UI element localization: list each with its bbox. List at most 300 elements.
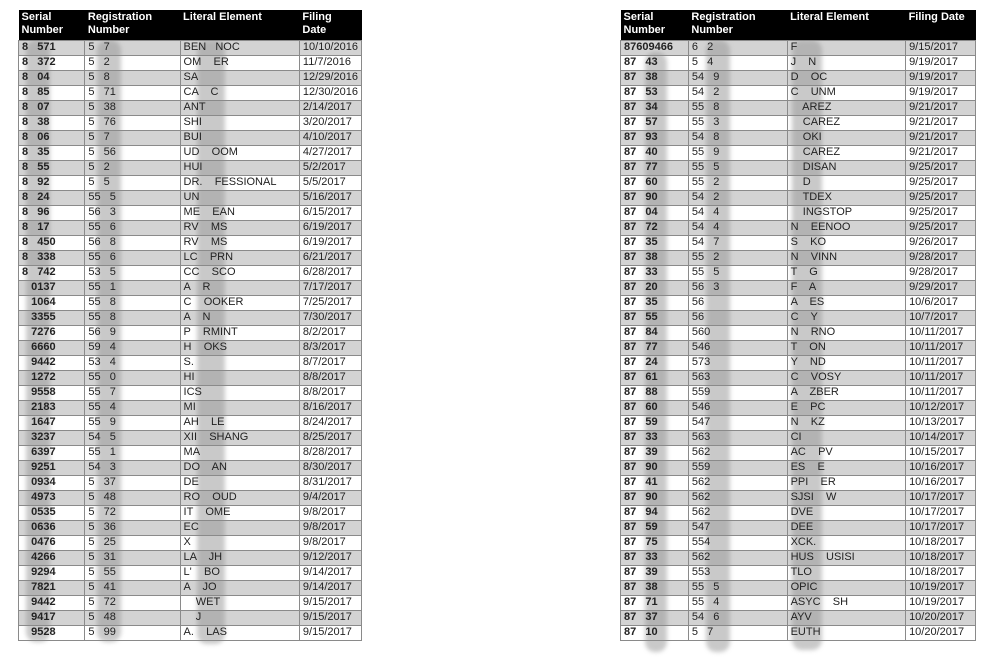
serial-number-cell: 8 372	[19, 55, 85, 70]
table-row	[621, 415, 976, 430]
filing-date-cell: 9/8/2017	[299, 505, 361, 520]
table-row	[19, 160, 362, 175]
table-row	[19, 490, 362, 505]
registration-number-cell: 55 1	[85, 280, 180, 295]
literal-element-cell: UD OOM	[180, 145, 299, 160]
table-row	[19, 460, 362, 475]
filing-date-cell: 9/19/2017	[906, 55, 976, 70]
serial-number-cell: 87 75	[621, 535, 689, 550]
literal-element-cell: HUI	[180, 160, 299, 175]
registration-number-cell: 54 2	[688, 85, 787, 100]
header-literal-element: Literal Element	[787, 10, 906, 40]
filing-date-cell: 2/14/2017	[299, 100, 361, 115]
table-row	[621, 430, 976, 445]
registration-number-cell: 56 3	[688, 280, 787, 295]
table-row	[621, 400, 976, 415]
literal-element-cell: AYV	[787, 610, 906, 625]
literal-element-cell: ANT	[180, 100, 299, 115]
table-row	[19, 145, 362, 160]
table-row	[19, 55, 362, 70]
serial-number-cell: 2183	[19, 400, 85, 415]
filing-date-cell: 12/30/2016	[299, 85, 361, 100]
filing-date-cell: 8/3/2017	[299, 340, 361, 355]
table-header	[19, 10, 362, 40]
table-row	[621, 205, 976, 220]
registration-number-cell: 55 5	[85, 190, 180, 205]
filing-date-cell: 10/18/2017	[906, 550, 976, 565]
filing-date-cell: 9/25/2017	[906, 175, 976, 190]
registration-number-cell: 5 5	[85, 175, 180, 190]
filing-date-cell: 10/18/2017	[906, 565, 976, 580]
filing-date-cell: 9/21/2017	[906, 100, 976, 115]
filing-date-cell: 7/30/2017	[299, 310, 361, 325]
filing-date-cell: 9/4/2017	[299, 490, 361, 505]
literal-element-cell: S.	[180, 355, 299, 370]
table-row	[621, 355, 976, 370]
literal-element-cell: C VOSY	[787, 370, 906, 385]
literal-element-cell: RV MS	[180, 235, 299, 250]
table-row	[621, 550, 976, 565]
filing-date-cell: 10/13/2017	[906, 415, 976, 430]
literal-element-cell: T G	[787, 265, 906, 280]
serial-number-cell: 3355	[19, 310, 85, 325]
literal-element-cell: A N	[180, 310, 299, 325]
filing-date-cell: 9/25/2017	[906, 205, 976, 220]
registration-number-cell: 546	[688, 400, 787, 415]
literal-element-cell: TDEX	[787, 190, 906, 205]
serial-number-cell: 6397	[19, 445, 85, 460]
table-row	[19, 40, 362, 55]
serial-number-cell: 9251	[19, 460, 85, 475]
serial-number-cell: 8 38	[19, 115, 85, 130]
literal-element-cell: XCK.	[787, 535, 906, 550]
table-row	[621, 55, 976, 70]
registration-number-cell: 55 5	[688, 160, 787, 175]
table-row	[621, 280, 976, 295]
registration-number-cell: 55 5	[688, 580, 787, 595]
literal-element-cell: INGSTOP	[787, 205, 906, 220]
filing-date-cell: 9/21/2017	[906, 115, 976, 130]
serial-number-cell: 8 07	[19, 100, 85, 115]
table-row	[621, 610, 976, 625]
table-row	[621, 460, 976, 475]
literal-element-cell: BUI	[180, 130, 299, 145]
serial-number-cell: 87 90	[621, 460, 689, 475]
serial-number-cell: 87 35	[621, 235, 689, 250]
registration-number-cell: 54 9	[688, 70, 787, 85]
registration-number-cell: 54 4	[688, 205, 787, 220]
serial-number-cell: 7276	[19, 325, 85, 340]
filing-date-cell: 6/19/2017	[299, 220, 361, 235]
table-row	[19, 130, 362, 145]
filing-date-cell: 7/25/2017	[299, 295, 361, 310]
literal-element-cell: CAREZ	[787, 145, 906, 160]
table-row	[621, 145, 976, 160]
table-row	[19, 310, 362, 325]
literal-element-cell: RV MS	[180, 220, 299, 235]
table-row	[19, 595, 362, 610]
table-row	[19, 295, 362, 310]
table-row	[19, 85, 362, 100]
filing-date-cell: 9/29/2017	[906, 280, 976, 295]
literal-element-cell: MA	[180, 445, 299, 460]
table-row	[621, 475, 976, 490]
serial-number-cell: 8 17	[19, 220, 85, 235]
literal-element-cell: AC PV	[787, 445, 906, 460]
table-row	[621, 370, 976, 385]
literal-element-cell: TLO	[787, 565, 906, 580]
serial-number-cell: 0934	[19, 475, 85, 490]
serial-number-cell: 87 34	[621, 100, 689, 115]
filing-date-cell: 8/7/2017	[299, 355, 361, 370]
registration-number-cell: 5 76	[85, 115, 180, 130]
table-row	[621, 190, 976, 205]
registration-number-cell: 546	[688, 340, 787, 355]
table-row	[621, 490, 976, 505]
registration-number-cell: 55 8	[85, 295, 180, 310]
header-registration-number: Registration Number	[85, 10, 180, 40]
filing-date-cell: 9/19/2017	[906, 70, 976, 85]
table-row	[621, 265, 976, 280]
serial-number-cell: 87 39	[621, 565, 689, 580]
literal-element-cell: UN	[180, 190, 299, 205]
serial-number-cell: 87 38	[621, 70, 689, 85]
literal-element-cell: SJSI W	[787, 490, 906, 505]
filing-date-cell: 10/11/2017	[906, 340, 976, 355]
serial-number-cell: 0535	[19, 505, 85, 520]
filing-date-cell: 8/16/2017	[299, 400, 361, 415]
literal-element-cell: DISAN	[787, 160, 906, 175]
filing-date-cell: 9/8/2017	[299, 535, 361, 550]
literal-element-cell: A. LAS	[180, 625, 299, 640]
literal-element-cell: CA C	[180, 85, 299, 100]
registration-number-cell: 5 71	[85, 85, 180, 100]
filing-date-cell: 10/7/2017	[906, 310, 976, 325]
registration-number-cell: 56 3	[85, 205, 180, 220]
filing-date-cell: 10/20/2017	[906, 610, 976, 625]
filing-date-cell: 8/24/2017	[299, 415, 361, 430]
literal-element-cell: XII SHANG	[180, 430, 299, 445]
table-row	[19, 115, 362, 130]
table-row	[19, 625, 362, 640]
serial-number-cell: 7821	[19, 580, 85, 595]
registration-number-cell: 55 2	[688, 250, 787, 265]
registration-number-cell: 56	[688, 310, 787, 325]
literal-element-cell: IT OME	[180, 505, 299, 520]
filing-date-cell: 9/14/2017	[299, 580, 361, 595]
table-row	[19, 445, 362, 460]
serial-number-cell: 87 77	[621, 160, 689, 175]
table-row	[621, 130, 976, 145]
table-row	[19, 505, 362, 520]
registration-number-cell: 5 7	[85, 40, 180, 55]
literal-element-cell: P RMINT	[180, 325, 299, 340]
registration-number-cell: 5 8	[85, 70, 180, 85]
filing-date-cell: 9/28/2017	[906, 265, 976, 280]
literal-element-cell: SHI	[180, 115, 299, 130]
literal-element-cell: CAREZ	[787, 115, 906, 130]
serial-number-cell: 87 57	[621, 115, 689, 130]
registration-number-cell: 562	[688, 490, 787, 505]
literal-element-cell: DEE	[787, 520, 906, 535]
literal-element-cell: A ES	[787, 295, 906, 310]
registration-number-cell: 5 48	[85, 610, 180, 625]
filing-date-cell: 5/2/2017	[299, 160, 361, 175]
literal-element-cell: ES E	[787, 460, 906, 475]
filing-date-cell: 11/7/2016	[299, 55, 361, 70]
filing-date-cell: 5/16/2017	[299, 190, 361, 205]
registration-number-cell: 5 72	[85, 595, 180, 610]
literal-element-cell: PPI ER	[787, 475, 906, 490]
filing-date-cell: 9/28/2017	[906, 250, 976, 265]
filing-date-cell: 10/6/2017	[906, 295, 976, 310]
filing-date-cell: 6/21/2017	[299, 250, 361, 265]
serial-number-cell: 87 10	[621, 625, 689, 640]
registration-number-cell: 59 4	[85, 340, 180, 355]
serial-number-cell: 4266	[19, 550, 85, 565]
serial-number-cell: 8 85	[19, 85, 85, 100]
serial-number-cell: 8 742	[19, 265, 85, 280]
serial-number-cell: 9442	[19, 355, 85, 370]
serial-number-cell: 87 37	[621, 610, 689, 625]
literal-element-cell: AREZ	[787, 100, 906, 115]
table-row	[19, 355, 362, 370]
literal-element-cell: N EENOO	[787, 220, 906, 235]
registration-number-cell: 5 56	[85, 145, 180, 160]
serial-number-cell: 87 90	[621, 190, 689, 205]
serial-number-cell: 9417	[19, 610, 85, 625]
table-row	[19, 235, 362, 250]
table-row	[621, 325, 976, 340]
filing-date-cell: 9/12/2017	[299, 550, 361, 565]
filing-date-cell: 10/14/2017	[906, 430, 976, 445]
registration-number-cell: 54 7	[688, 235, 787, 250]
filing-date-cell: 8/8/2017	[299, 385, 361, 400]
serial-number-cell: 87 60	[621, 400, 689, 415]
filing-date-cell: 9/19/2017	[906, 85, 976, 100]
serial-number-cell: 87 39	[621, 445, 689, 460]
literal-element-cell: S KO	[787, 235, 906, 250]
serial-number-cell: 87 60	[621, 175, 689, 190]
registration-number-cell: 55 0	[85, 370, 180, 385]
filing-date-cell: 10/16/2017	[906, 475, 976, 490]
table-row	[19, 520, 362, 535]
header-registration-number: Registration Number	[688, 10, 787, 40]
literal-element-cell: X	[180, 535, 299, 550]
literal-element-cell: ICS	[180, 385, 299, 400]
registration-number-cell: 560	[688, 325, 787, 340]
table-row	[19, 385, 362, 400]
registration-number-cell: 6 2	[688, 40, 787, 55]
filing-date-cell: 9/25/2017	[906, 160, 976, 175]
serial-number-cell: 87 38	[621, 580, 689, 595]
registration-number-cell: 55 8	[688, 100, 787, 115]
table-header	[621, 10, 976, 40]
registration-number-cell: 562	[688, 445, 787, 460]
literal-element-cell: T ON	[787, 340, 906, 355]
registration-number-cell: 55 9	[688, 145, 787, 160]
serial-number-cell: 87 38	[621, 250, 689, 265]
filing-date-cell: 6/28/2017	[299, 265, 361, 280]
table-row	[19, 565, 362, 580]
serial-number-cell: 87 33	[621, 265, 689, 280]
literal-element-cell: DE	[180, 475, 299, 490]
serial-number-cell: 9528	[19, 625, 85, 640]
registration-number-cell: 54 2	[688, 190, 787, 205]
literal-element-cell: F	[787, 40, 906, 55]
registration-number-cell: 573	[688, 355, 787, 370]
table-row	[621, 445, 976, 460]
table-row	[19, 550, 362, 565]
serial-number-cell: 87 72	[621, 220, 689, 235]
filing-date-cell: 10/11/2017	[906, 325, 976, 340]
registration-number-cell: 55 7	[85, 385, 180, 400]
filing-date-cell: 10/19/2017	[906, 595, 976, 610]
table-row	[621, 85, 976, 100]
literal-element-cell: SA	[180, 70, 299, 85]
header-literal-element: Literal Element	[180, 10, 299, 40]
table-row	[621, 40, 976, 55]
table-row	[19, 610, 362, 625]
registration-number-cell: 5 48	[85, 490, 180, 505]
registration-number-cell: 547	[688, 520, 787, 535]
registration-number-cell: 5 25	[85, 535, 180, 550]
registration-number-cell: 5 36	[85, 520, 180, 535]
serial-number-cell: 0636	[19, 520, 85, 535]
filing-date-cell: 10/11/2017	[906, 385, 976, 400]
filing-date-cell: 8/28/2017	[299, 445, 361, 460]
registration-number-cell: 54 8	[688, 130, 787, 145]
literal-element-cell: A ZBER	[787, 385, 906, 400]
filing-date-cell: 10/18/2017	[906, 535, 976, 550]
literal-element-cell: MI	[180, 400, 299, 415]
table-row	[621, 565, 976, 580]
serial-number-cell: 87 20	[621, 280, 689, 295]
table-row	[621, 100, 976, 115]
registration-number-cell: 562	[688, 550, 787, 565]
literal-element-cell: ME EAN	[180, 205, 299, 220]
serial-number-cell: 87609466	[621, 40, 689, 55]
table-row	[19, 70, 362, 85]
serial-number-cell: 9442	[19, 595, 85, 610]
filing-date-cell: 10/10/2016	[299, 40, 361, 55]
registration-number-cell: 56 9	[85, 325, 180, 340]
filing-date-cell: 9/26/2017	[906, 235, 976, 250]
filing-date-cell: 6/19/2017	[299, 235, 361, 250]
serial-number-cell: 9558	[19, 385, 85, 400]
serial-number-cell: 87 71	[621, 595, 689, 610]
table-row	[621, 580, 976, 595]
registration-number-cell: 54 3	[85, 460, 180, 475]
table-row	[621, 175, 976, 190]
literal-element-cell: ASYC SH	[787, 595, 906, 610]
serial-number-cell: 4973	[19, 490, 85, 505]
table-row	[19, 100, 362, 115]
trademark-table-left	[18, 10, 362, 641]
literal-element-cell: F A	[787, 280, 906, 295]
serial-number-cell: 87 40	[621, 145, 689, 160]
registration-number-cell: 55 4	[85, 400, 180, 415]
filing-date-cell: 7/17/2017	[299, 280, 361, 295]
registration-number-cell: 5 2	[85, 55, 180, 70]
filing-date-cell: 10/20/2017	[906, 625, 976, 640]
table-row	[621, 385, 976, 400]
serial-number-cell: 8 24	[19, 190, 85, 205]
literal-element-cell: CC SCO	[180, 265, 299, 280]
registration-number-cell: 559	[688, 385, 787, 400]
serial-number-cell: 87 59	[621, 415, 689, 430]
serial-number-cell: 87 88	[621, 385, 689, 400]
registration-number-cell: 55 1	[85, 445, 180, 460]
header-filing-date: Filing Date	[299, 10, 361, 40]
registration-number-cell: 53 5	[85, 265, 180, 280]
literal-element-cell: A R	[180, 280, 299, 295]
literal-element-cell: E PC	[787, 400, 906, 415]
literal-element-cell: RO OUD	[180, 490, 299, 505]
table-row	[19, 475, 362, 490]
filing-date-cell: 9/25/2017	[906, 190, 976, 205]
filing-date-cell: 12/29/2016	[299, 70, 361, 85]
filing-date-cell: 3/20/2017	[299, 115, 361, 130]
filing-date-cell: 9/15/2017	[299, 595, 361, 610]
registration-number-cell: 54 6	[688, 610, 787, 625]
registration-number-cell: 559	[688, 460, 787, 475]
table-row	[19, 370, 362, 385]
registration-number-cell: 55 6	[85, 220, 180, 235]
filing-date-cell: 9/14/2017	[299, 565, 361, 580]
filing-date-cell: 4/10/2017	[299, 130, 361, 145]
table-row	[621, 310, 976, 325]
registration-number-cell: 5 55	[85, 565, 180, 580]
literal-element-cell: Y ND	[787, 355, 906, 370]
table-row	[19, 415, 362, 430]
registration-number-cell: 554	[688, 535, 787, 550]
table-row	[621, 625, 976, 640]
filing-date-cell: 10/12/2017	[906, 400, 976, 415]
serial-number-cell: 87 61	[621, 370, 689, 385]
serial-number-cell: 0137	[19, 280, 85, 295]
serial-number-cell: 87 77	[621, 340, 689, 355]
literal-element-cell: LC PRN	[180, 250, 299, 265]
table-row	[19, 340, 362, 355]
registration-number-cell: 5 2	[85, 160, 180, 175]
literal-element-cell: N VINN	[787, 250, 906, 265]
registration-number-cell: 54 5	[85, 430, 180, 445]
filing-date-cell: 8/30/2017	[299, 460, 361, 475]
table-row	[621, 340, 976, 355]
literal-element-cell: HI	[180, 370, 299, 385]
table-row	[19, 325, 362, 340]
table-row	[621, 505, 976, 520]
table-row	[621, 160, 976, 175]
trademark-table-right	[620, 10, 976, 641]
table-row	[19, 205, 362, 220]
table-row	[19, 280, 362, 295]
registration-number-cell: 562	[688, 475, 787, 490]
registration-number-cell: 55 3	[688, 115, 787, 130]
literal-element-cell: OKI	[787, 130, 906, 145]
registration-number-cell: 56	[688, 295, 787, 310]
filing-date-cell: 9/15/2017	[299, 610, 361, 625]
serial-number-cell: 87 59	[621, 520, 689, 535]
serial-number-cell: 6660	[19, 340, 85, 355]
filing-date-cell: 9/15/2017	[299, 625, 361, 640]
registration-number-cell: 55 6	[85, 250, 180, 265]
registration-number-cell: 563	[688, 430, 787, 445]
serial-number-cell: 8 338	[19, 250, 85, 265]
literal-element-cell: D OC	[787, 70, 906, 85]
registration-number-cell: 553	[688, 565, 787, 580]
